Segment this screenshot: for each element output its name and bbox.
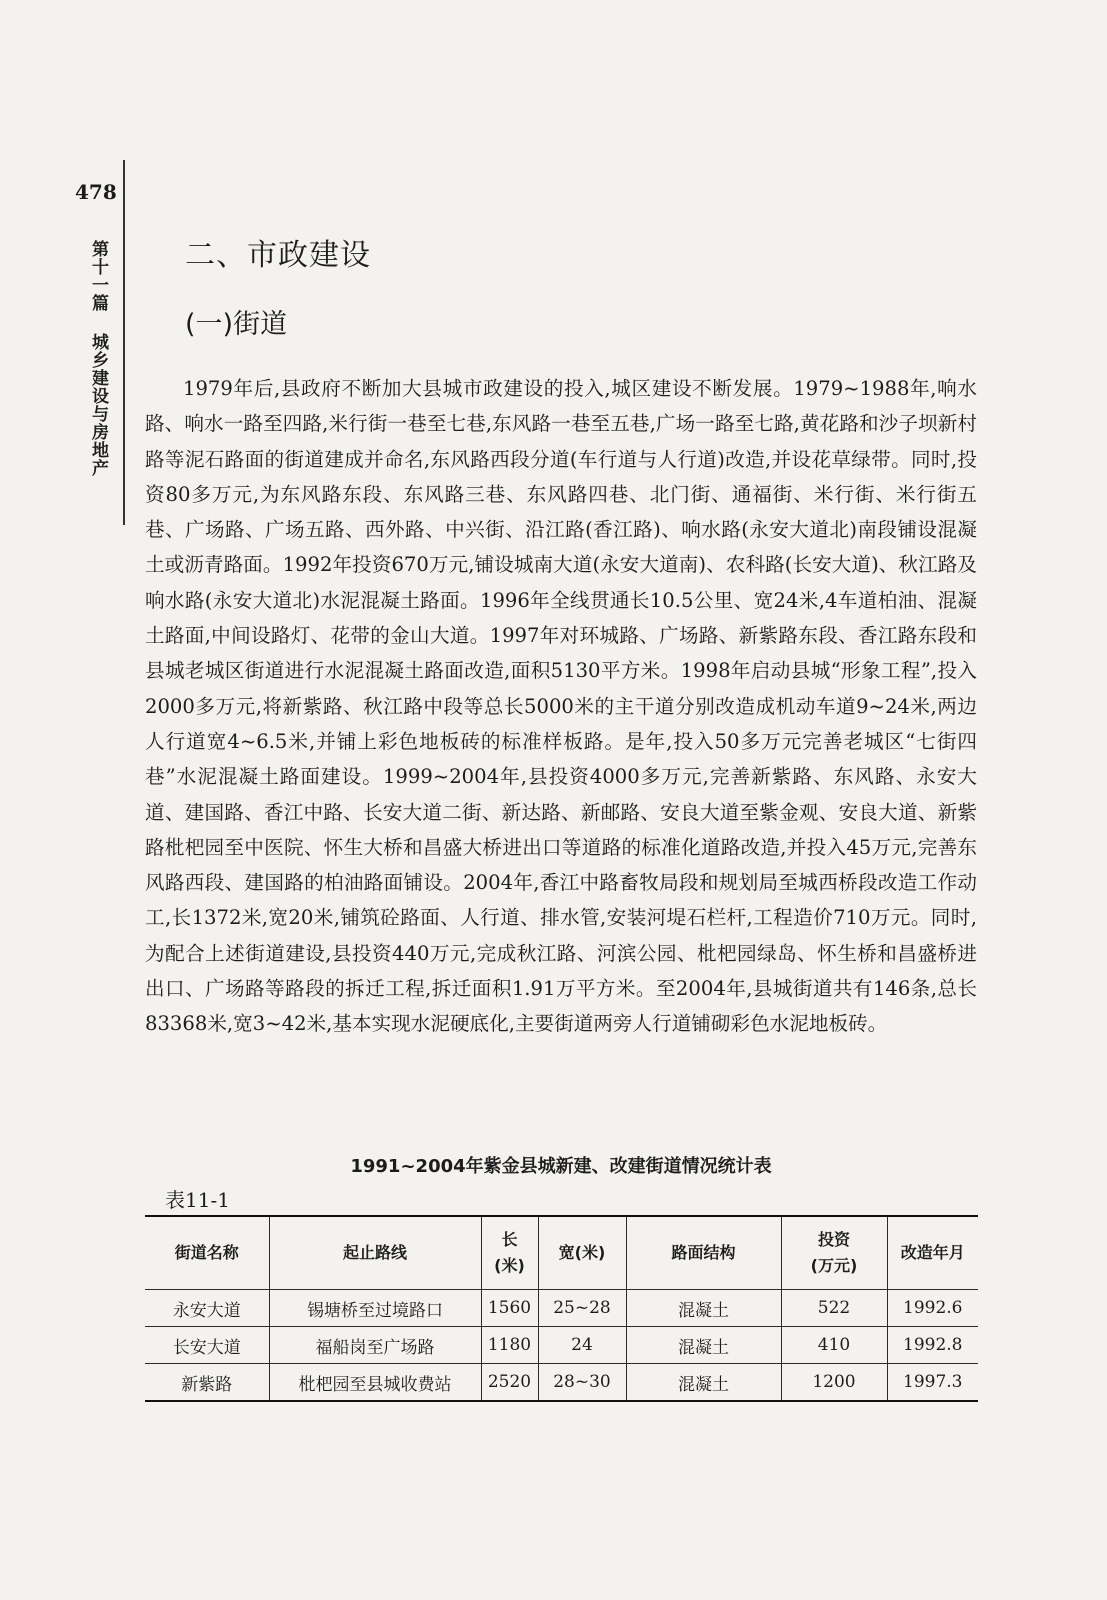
header-street-name: 街道名称 <box>145 1216 269 1290</box>
cell-route: 枇杷园至县城收费站 <box>269 1364 481 1402</box>
header-width: 宽(米) <box>538 1216 626 1290</box>
cell-street-name: 永安大道 <box>145 1290 269 1327</box>
header-investment-unit: (万元) <box>810 1256 858 1275</box>
margin-rule <box>123 160 125 525</box>
cell-route: 福船岗至广场路 <box>269 1327 481 1364</box>
cell-surface: 混凝土 <box>626 1364 781 1402</box>
cell-street-name: 长安大道 <box>145 1327 269 1364</box>
header-date: 改造年月 <box>887 1216 978 1290</box>
cell-date: 1997.3 <box>887 1364 978 1402</box>
table-title: 1991~2004年紫金县城新建、改建街道情况统计表 <box>350 1156 772 1177</box>
page-number: 478 <box>75 180 117 204</box>
cell-length: 1560 <box>481 1290 538 1327</box>
street-statistics-table <box>145 1215 978 1402</box>
table-label: 表11-1 <box>165 1188 230 1212</box>
cell-date: 1992.8 <box>887 1327 978 1364</box>
header-investment-label: 投资 <box>817 1230 850 1249</box>
table-header-row <box>145 1216 978 1290</box>
header-route: 起止路线 <box>269 1216 481 1290</box>
section-heading: 二、市政建设 <box>185 238 371 273</box>
subsection-heading: (一)街道 <box>185 309 288 340</box>
cell-street-name: 新紫路 <box>145 1364 269 1402</box>
table-row <box>145 1364 978 1402</box>
cell-width: 28~30 <box>538 1364 626 1402</box>
header-length-unit: (米) <box>494 1256 525 1275</box>
header-length <box>481 1216 538 1290</box>
cell-investment: 410 <box>781 1327 887 1364</box>
cell-length: 1180 <box>481 1327 538 1364</box>
header-length-label: 长 <box>501 1230 518 1249</box>
cell-surface: 混凝土 <box>626 1327 781 1364</box>
header-investment <box>781 1216 887 1290</box>
header-surface: 路面结构 <box>626 1216 781 1290</box>
cell-route: 锡塘桥至过境路口 <box>269 1290 481 1327</box>
cell-length: 2520 <box>481 1364 538 1402</box>
table-row <box>145 1290 978 1327</box>
cell-investment: 1200 <box>781 1364 887 1402</box>
cell-width: 25~28 <box>538 1290 626 1327</box>
cell-width: 24 <box>538 1327 626 1364</box>
side-chapter-title: 第十一篇 城乡建设与房地产 <box>88 240 108 477</box>
cell-date: 1992.6 <box>887 1290 978 1327</box>
cell-investment: 522 <box>781 1290 887 1327</box>
table-row <box>145 1327 978 1364</box>
body-paragraph: 1979年后,县政府不断加大县城市政建设的投入,城区建设不断发展。1979~1988年,响水路、响水一路至四路,米行街一巷至七巷,东风路一巷至五巷,广场一路至七路,黄花路和沙子坝新村路等泥石路面的街道建成并命名,东风路西段分道(车行道与人行道)改造,并设花草绿带。同时,投资80多万元,为东风路东段、东风路三巷、东风路四巷、北门街、通福街、米行街、米行街五巷、广场路、广场五路、西外路、中兴街、沿江路(香江路)、响水路(永安大道北)南段铺设混凝土或沥青路面。1992年投资670万元,铺设城南大道(永安大道南)、农科路(长安大道)、秋江路及响水路(永安大道北)水泥混凝土路面。1996年全线贯通长10.5公里、宽24米,4车道柏油、混凝土路面,中间设路灯、花带的金山大道。1997年对环城路、广场路、新紫路东段、香江路东段和县城老城区街道进行水泥混凝土路面改造,面积5130平方米。1998年启动县城“形象工程”,投入2000多万元,将新紫路、秋江路中段等总长5000米的主干道分别改造成机动车道9~24米,两边人行道宽4~6.5米,并铺上彩色地板砖的标准样板路。是年,投入50多万元完善老城区“七街四巷”水泥混凝土路面建设。1999~2004年,县投资4000多万元,完善新紫路、东风路、永安大道、建国路、香江中路、长安大道二街、新达路、新邮路、安良大道至紫金观、安良大道、新紫路枇杷园至中医院、怀生大桥和昌盛大桥进出口等道路的标准化道路改造,并投入45万元,完善东风路西段、建国路的柏油路面铺设。2004年,香江中路畜牧局段和规划局至城西桥段改造工作动工,长1372米,宽20米,铺筑砼路面、人行道、排水管,安装河堤石栏杆,工程造价710万元。同时,为配合上述街道建设,县投资440万元,完成秋江路、河滨公园、枇杷园绿岛、怀生桥和昌盛桥进出口、广场路等路段的拆迁工程,拆迁面积1.91万平方米。至2004年,县城街道共有146条,总长83368米,宽3~42米,基本实现水泥硬底化,主要街道两旁人行道铺砌彩色水泥地板砖。 <box>145 377 977 1036</box>
cell-surface: 混凝土 <box>626 1290 781 1327</box>
